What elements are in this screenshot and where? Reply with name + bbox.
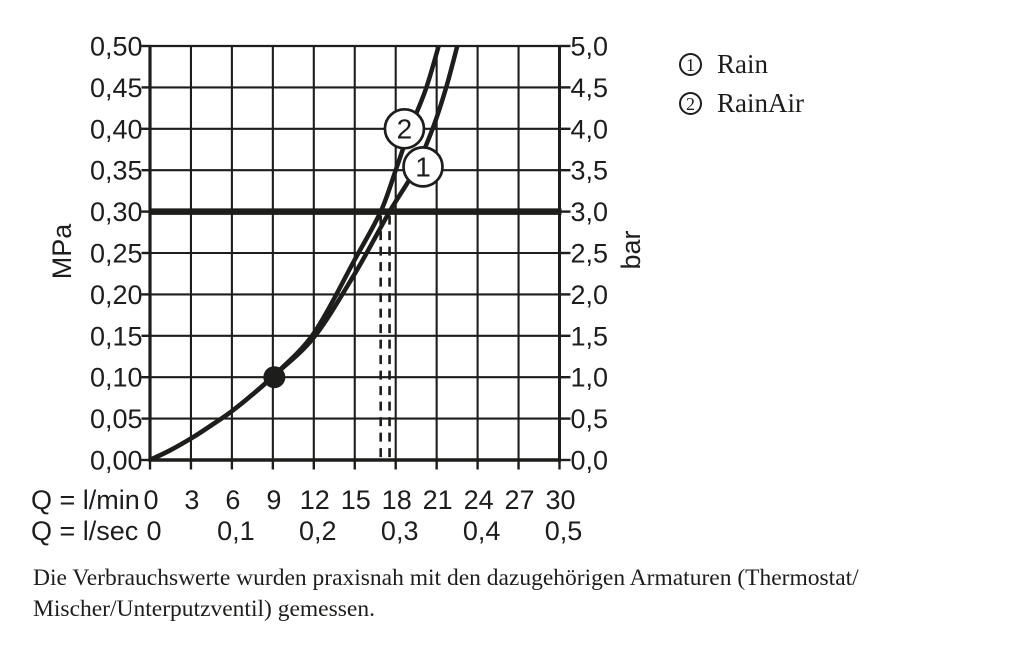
y-right-tick-label: 4,0 [570, 114, 609, 145]
legend [679, 45, 804, 123]
x-lmin-tick-label: 15 [340, 485, 371, 515]
y-right-tick-label: 1,5 [570, 321, 609, 352]
x-lsec-tick-label: 0,5 [544, 516, 583, 546]
legend-label-rain: Rain [717, 49, 768, 79]
x-lmin-tick-label: 27 [504, 485, 535, 515]
legend-label-rainair: RainAir [717, 88, 804, 118]
y-right-tick-label: 1,0 [570, 362, 609, 393]
series-badge-number: 2 [396, 113, 413, 145]
curve-rainair [150, 34, 442, 460]
marker-dot [263, 366, 285, 388]
grid-lines [150, 46, 560, 460]
y-right-tick-label: 4,5 [570, 72, 609, 103]
y-left-tick-label: 0,15 [89, 321, 143, 352]
y-right-tick-label: 2,0 [570, 279, 609, 310]
caption [33, 563, 998, 625]
y-left-tick-label: 0,45 [89, 72, 143, 103]
y-right-tick-label: 5,0 [570, 31, 609, 62]
y-left-tick-label: 0,50 [89, 31, 143, 62]
y-left-tick-label: 0,10 [89, 362, 143, 393]
y-left-tick-label: 0,25 [89, 238, 143, 269]
x-lmin-tick-label: 6 [225, 485, 241, 515]
legend-badge-1: 1 [679, 53, 702, 76]
caption-line-1: Die Verbrauchswerte wurden praxisnah mit den dazugehörigen Armaturen (Thermostat/ [33, 565, 859, 591]
x-lmin-tick-label: 9 [266, 485, 282, 515]
x-lsec-tick-label: 0,1 [217, 516, 255, 546]
y-left-tick-labels [90, 32, 143, 476]
y-right-tick-labels [571, 32, 609, 476]
x-row2-tick-labels [146, 516, 582, 546]
curve-rain [150, 34, 461, 460]
y-left-unit-label: MPa [47, 223, 77, 280]
x-row1-axis-label: Q = l/min [31, 485, 140, 515]
y-left-tick-label: 0,40 [89, 114, 143, 145]
y-left-tick-label: 0,05 [89, 404, 143, 435]
series-badge-2 [385, 109, 424, 148]
x-lmin-tick-label: 21 [422, 485, 453, 515]
x-lsec-tick-label: 0,4 [462, 516, 501, 546]
x-lmin-tick-label: 30 [545, 485, 576, 515]
x-lsec-tick-label: 0,3 [380, 516, 419, 546]
x-lsec-tick-label: 0,2 [299, 516, 337, 546]
legend-item-rain [679, 45, 804, 84]
y-right-tick-label: 3,5 [570, 155, 609, 186]
legend-item-rainair [679, 84, 804, 123]
x-lmin-tick-label: 18 [381, 485, 412, 515]
x-lmin-tick-label: 12 [299, 485, 330, 515]
series-curves [150, 34, 461, 460]
x-lsec-tick-label: 0 [146, 516, 162, 546]
series-badge-number: 1 [415, 151, 431, 183]
x-lmin-tick-label: 0 [143, 485, 159, 515]
y-left-tick-label: 0,20 [89, 279, 143, 310]
y-right-tick-label: 3,0 [570, 197, 609, 228]
legend-badge-2: 2 [679, 92, 702, 115]
y-left-tick-label: 0,35 [89, 155, 143, 186]
y-right-tick-label: 0,0 [570, 445, 609, 476]
y-right-unit-label: bar [616, 230, 646, 270]
y-right-tick-label: 0,5 [570, 404, 609, 435]
y-right-tick-label: 2,5 [570, 238, 609, 269]
y-left-tick-label: 0,00 [89, 445, 143, 476]
y-left-tick-label: 0,30 [89, 197, 143, 228]
x-lmin-tick-label: 3 [184, 485, 200, 515]
x-row2-axis-label: Q = l/sec [31, 516, 139, 546]
x-row1-tick-labels [143, 485, 575, 515]
series-badge-1 [404, 147, 443, 186]
caption-line-2: Mischer/Unterputzventil) gemessen. [33, 596, 375, 622]
x-lmin-tick-label: 24 [463, 485, 494, 515]
